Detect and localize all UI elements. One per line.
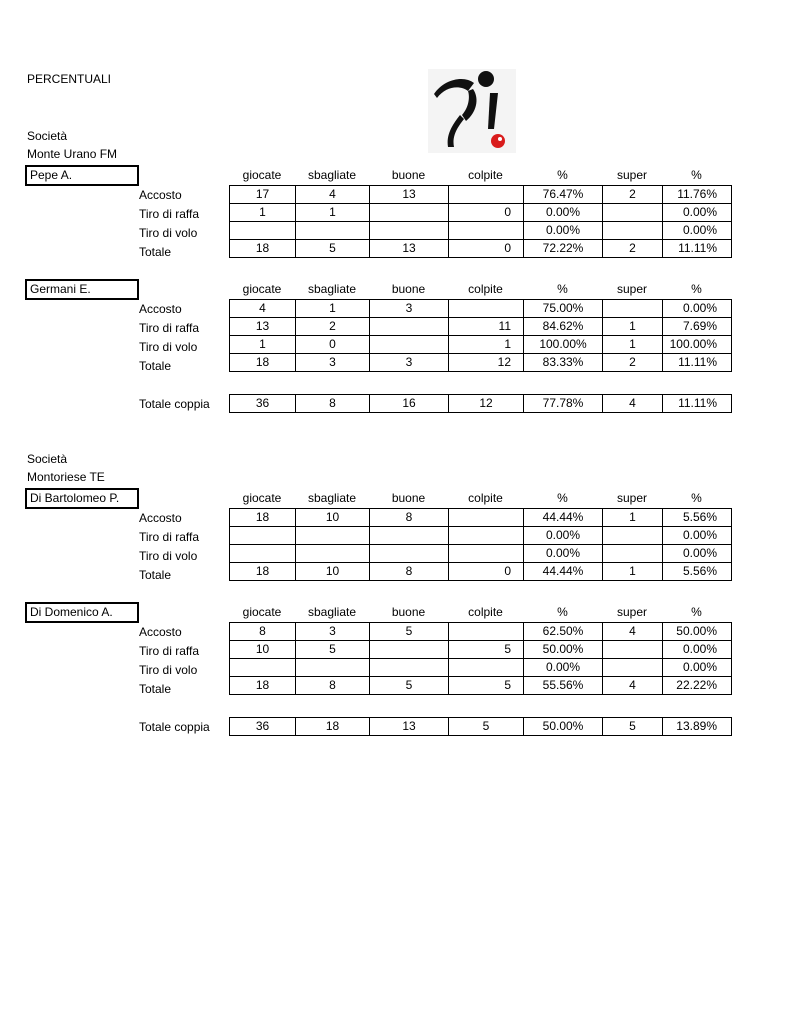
cell-buone: [370, 222, 449, 240]
team-name: Monte Urano FM: [27, 147, 118, 161]
col-header-giocate: giocate: [242, 605, 282, 619]
cell-buone: 13: [370, 240, 449, 258]
cell-super-percent: 0.00%: [663, 659, 732, 677]
couple-total-table: [229, 717, 732, 736]
cell-colpite: 1: [449, 336, 524, 354]
cell-colpite: 5: [449, 718, 524, 736]
col-header-super-percent: %: [691, 491, 702, 505]
row-label: Tiro di raffa: [139, 644, 200, 658]
cell-colpite: 12: [449, 354, 524, 372]
cell-buone: 3: [370, 354, 449, 372]
cell-colpite: 0: [449, 204, 524, 222]
cell-colpite: 0: [449, 240, 524, 258]
row-label: Totale: [139, 568, 172, 582]
col-header-super-percent: %: [691, 605, 702, 619]
page-title: PERCENTUALI: [27, 72, 112, 86]
cell-sbagliate: [296, 545, 370, 563]
cell-percent: 83.33%: [524, 354, 603, 372]
cell-super: [603, 204, 663, 222]
cell-giocate: 10: [230, 641, 296, 659]
cell-percent: 84.62%: [524, 318, 603, 336]
cell-colpite: 5: [449, 641, 524, 659]
row-label: Tiro di volo: [139, 226, 198, 240]
cell-colpite: [449, 186, 524, 204]
cell-super: [603, 545, 663, 563]
cell-percent: 44.44%: [524, 563, 603, 581]
couple-total-label: Totale coppia: [139, 397, 210, 411]
cell-buone: 5: [370, 623, 449, 641]
cell-colpite: [449, 527, 524, 545]
cell-sbagliate: [296, 527, 370, 545]
cell-giocate: 17: [230, 186, 296, 204]
cell-percent: 0.00%: [524, 204, 603, 222]
cell-super-percent: 7.69%: [663, 318, 732, 336]
cell-sbagliate: 3: [296, 623, 370, 641]
table-row: [230, 300, 732, 318]
col-header-giocate: giocate: [242, 282, 282, 296]
col-header-super-percent: %: [691, 282, 702, 296]
cell-super: 5: [603, 718, 663, 736]
table-row: [230, 623, 732, 641]
table-row: [230, 354, 732, 372]
cell-sbagliate: 1: [296, 204, 370, 222]
cell-buone: 8: [370, 509, 449, 527]
table-row: [230, 527, 732, 545]
table-row: [230, 659, 732, 677]
cell-super: 1: [603, 509, 663, 527]
cell-colpite: [449, 222, 524, 240]
cell-super-percent: 11.11%: [663, 240, 732, 258]
societa-label: Società: [27, 452, 68, 466]
cell-sbagliate: 5: [296, 641, 370, 659]
cell-giocate: 18: [230, 563, 296, 581]
col-header-buone: buone: [391, 168, 426, 182]
cell-giocate: 36: [230, 395, 296, 413]
cell-super: 4: [603, 395, 663, 413]
col-header-colpite: colpite: [468, 605, 503, 619]
couple-total-label: Totale coppia: [139, 720, 210, 734]
stats-table: [229, 299, 732, 372]
cell-super-percent: 100.00%: [663, 336, 732, 354]
cell-buone: [370, 641, 449, 659]
col-header-super-percent: %: [691, 168, 702, 182]
row-label: Tiro di volo: [139, 340, 198, 354]
cell-buone: 13: [370, 186, 449, 204]
cell-giocate: [230, 222, 296, 240]
row-label: Totale: [139, 359, 172, 373]
bocce-player-icon: [428, 69, 516, 153]
table-row: [230, 222, 732, 240]
cell-percent: 50.00%: [524, 718, 603, 736]
cell-sbagliate: [296, 659, 370, 677]
cell-super-percent: 11.11%: [663, 395, 732, 413]
table-row: [230, 204, 732, 222]
cell-super: [603, 527, 663, 545]
col-header-buone: buone: [391, 282, 426, 296]
col-header-percent: %: [557, 168, 568, 182]
col-header-percent: %: [557, 605, 568, 619]
cell-giocate: 13: [230, 318, 296, 336]
cell-giocate: 8: [230, 623, 296, 641]
cell-super-percent: 13.89%: [663, 718, 732, 736]
col-header-colpite: colpite: [468, 491, 503, 505]
cell-super: 2: [603, 354, 663, 372]
col-header-super: super: [616, 282, 648, 296]
cell-percent: 0.00%: [524, 545, 603, 563]
cell-sbagliate: 10: [296, 563, 370, 581]
row-label: Tiro di volo: [139, 663, 198, 677]
cell-giocate: 18: [230, 354, 296, 372]
cell-super: 4: [603, 623, 663, 641]
cell-super-percent: 0.00%: [663, 545, 732, 563]
cell-percent: 76.47%: [524, 186, 603, 204]
cell-percent: 0.00%: [524, 222, 603, 240]
cell-sbagliate: [296, 222, 370, 240]
table-row: [230, 563, 732, 581]
cell-sbagliate: 3: [296, 354, 370, 372]
cell-sbagliate: 1: [296, 300, 370, 318]
cell-super-percent: 0.00%: [663, 204, 732, 222]
cell-colpite: [449, 659, 524, 677]
cell-giocate: [230, 545, 296, 563]
player-name-box: Germani E.: [25, 279, 139, 300]
table-row: [230, 336, 732, 354]
cell-super-percent: 5.56%: [663, 509, 732, 527]
cell-buone: [370, 545, 449, 563]
cell-sbagliate: 8: [296, 677, 370, 695]
cell-colpite: 12: [449, 395, 524, 413]
cell-buone: 16: [370, 395, 449, 413]
cell-percent: 100.00%: [524, 336, 603, 354]
player-name-box: Di Bartolomeo P.: [25, 488, 139, 509]
cell-super: [603, 659, 663, 677]
cell-percent: 0.00%: [524, 659, 603, 677]
cell-sbagliate: 8: [296, 395, 370, 413]
col-header-sbagliate: sbagliate: [307, 605, 357, 619]
row-label: Tiro di raffa: [139, 207, 200, 221]
cell-super-percent: 5.56%: [663, 563, 732, 581]
table-row: [230, 186, 732, 204]
table-row: [230, 395, 732, 413]
cell-buone: [370, 659, 449, 677]
cell-super: 1: [603, 336, 663, 354]
cell-buone: 8: [370, 563, 449, 581]
stats-table: [229, 185, 732, 258]
col-header-colpite: colpite: [468, 282, 503, 296]
cell-super-percent: 11.76%: [663, 186, 732, 204]
cell-giocate: 18: [230, 509, 296, 527]
row-label: Tiro di raffa: [139, 321, 200, 335]
societa-label: Società: [27, 129, 68, 143]
player-name-box: Pepe A.: [25, 165, 139, 186]
row-label: Totale: [139, 245, 172, 259]
col-header-percent: %: [557, 491, 568, 505]
cell-giocate: [230, 527, 296, 545]
col-header-percent: %: [557, 282, 568, 296]
cell-sbagliate: 2: [296, 318, 370, 336]
cell-percent: 77.78%: [524, 395, 603, 413]
cell-buone: 13: [370, 718, 449, 736]
cell-super-percent: 0.00%: [663, 300, 732, 318]
stats-table: [229, 622, 732, 695]
col-header-giocate: giocate: [242, 491, 282, 505]
col-header-super: super: [616, 491, 648, 505]
col-header-super: super: [616, 605, 648, 619]
cell-percent: 62.50%: [524, 623, 603, 641]
player-name-box: Di Domenico A.: [25, 602, 139, 623]
col-header-sbagliate: sbagliate: [307, 491, 357, 505]
cell-percent: 72.22%: [524, 240, 603, 258]
cell-super: 1: [603, 563, 663, 581]
cell-super: 2: [603, 186, 663, 204]
row-label: Tiro di raffa: [139, 530, 200, 544]
cell-buone: 3: [370, 300, 449, 318]
cell-giocate: 1: [230, 204, 296, 222]
cell-colpite: 11: [449, 318, 524, 336]
cell-giocate: 18: [230, 240, 296, 258]
cell-percent: 50.00%: [524, 641, 603, 659]
table-row: [230, 509, 732, 527]
stats-table: [229, 508, 732, 581]
cell-giocate: [230, 659, 296, 677]
col-header-buone: buone: [391, 605, 426, 619]
cell-percent: 44.44%: [524, 509, 603, 527]
cell-giocate: 36: [230, 718, 296, 736]
row-label: Accosto: [139, 188, 182, 202]
table-row: [230, 677, 732, 695]
cell-super: 4: [603, 677, 663, 695]
cell-sbagliate: 4: [296, 186, 370, 204]
cell-giocate: 4: [230, 300, 296, 318]
cell-percent: 0.00%: [524, 527, 603, 545]
row-label: Accosto: [139, 625, 182, 639]
cell-colpite: [449, 623, 524, 641]
cell-colpite: 5: [449, 677, 524, 695]
cell-sbagliate: 18: [296, 718, 370, 736]
col-header-giocate: giocate: [242, 168, 282, 182]
col-header-colpite: colpite: [468, 168, 503, 182]
cell-buone: 5: [370, 677, 449, 695]
cell-percent: 55.56%: [524, 677, 603, 695]
cell-buone: [370, 527, 449, 545]
cell-super: 2: [603, 240, 663, 258]
team-name: Montoriese TE: [27, 470, 105, 484]
table-row: [230, 641, 732, 659]
cell-super-percent: 0.00%: [663, 222, 732, 240]
cell-colpite: 0: [449, 563, 524, 581]
cell-super: [603, 300, 663, 318]
row-label: Totale: [139, 682, 172, 696]
cell-super-percent: 11.11%: [663, 354, 732, 372]
cell-giocate: 1: [230, 336, 296, 354]
row-label: Accosto: [139, 511, 182, 525]
cell-giocate: 18: [230, 677, 296, 695]
row-label: Accosto: [139, 302, 182, 316]
cell-sbagliate: 0: [296, 336, 370, 354]
cell-colpite: [449, 545, 524, 563]
cell-super: [603, 222, 663, 240]
cell-buone: [370, 204, 449, 222]
cell-super-percent: 50.00%: [663, 623, 732, 641]
cell-percent: 75.00%: [524, 300, 603, 318]
col-header-sbagliate: sbagliate: [307, 282, 357, 296]
table-row: [230, 240, 732, 258]
couple-total-table: [229, 394, 732, 413]
cell-colpite: [449, 300, 524, 318]
col-header-buone: buone: [391, 491, 426, 505]
col-header-super: super: [616, 168, 648, 182]
cell-sbagliate: 10: [296, 509, 370, 527]
cell-buone: [370, 336, 449, 354]
col-header-sbagliate: sbagliate: [307, 168, 357, 182]
table-row: [230, 318, 732, 336]
cell-sbagliate: 5: [296, 240, 370, 258]
cell-super-percent: 22.22%: [663, 677, 732, 695]
cell-buone: [370, 318, 449, 336]
table-row: [230, 545, 732, 563]
cell-super-percent: 0.00%: [663, 527, 732, 545]
cell-super: [603, 641, 663, 659]
row-label: Tiro di volo: [139, 549, 198, 563]
cell-colpite: [449, 509, 524, 527]
table-row: [230, 718, 732, 736]
cell-super-percent: 0.00%: [663, 641, 732, 659]
cell-super: 1: [603, 318, 663, 336]
